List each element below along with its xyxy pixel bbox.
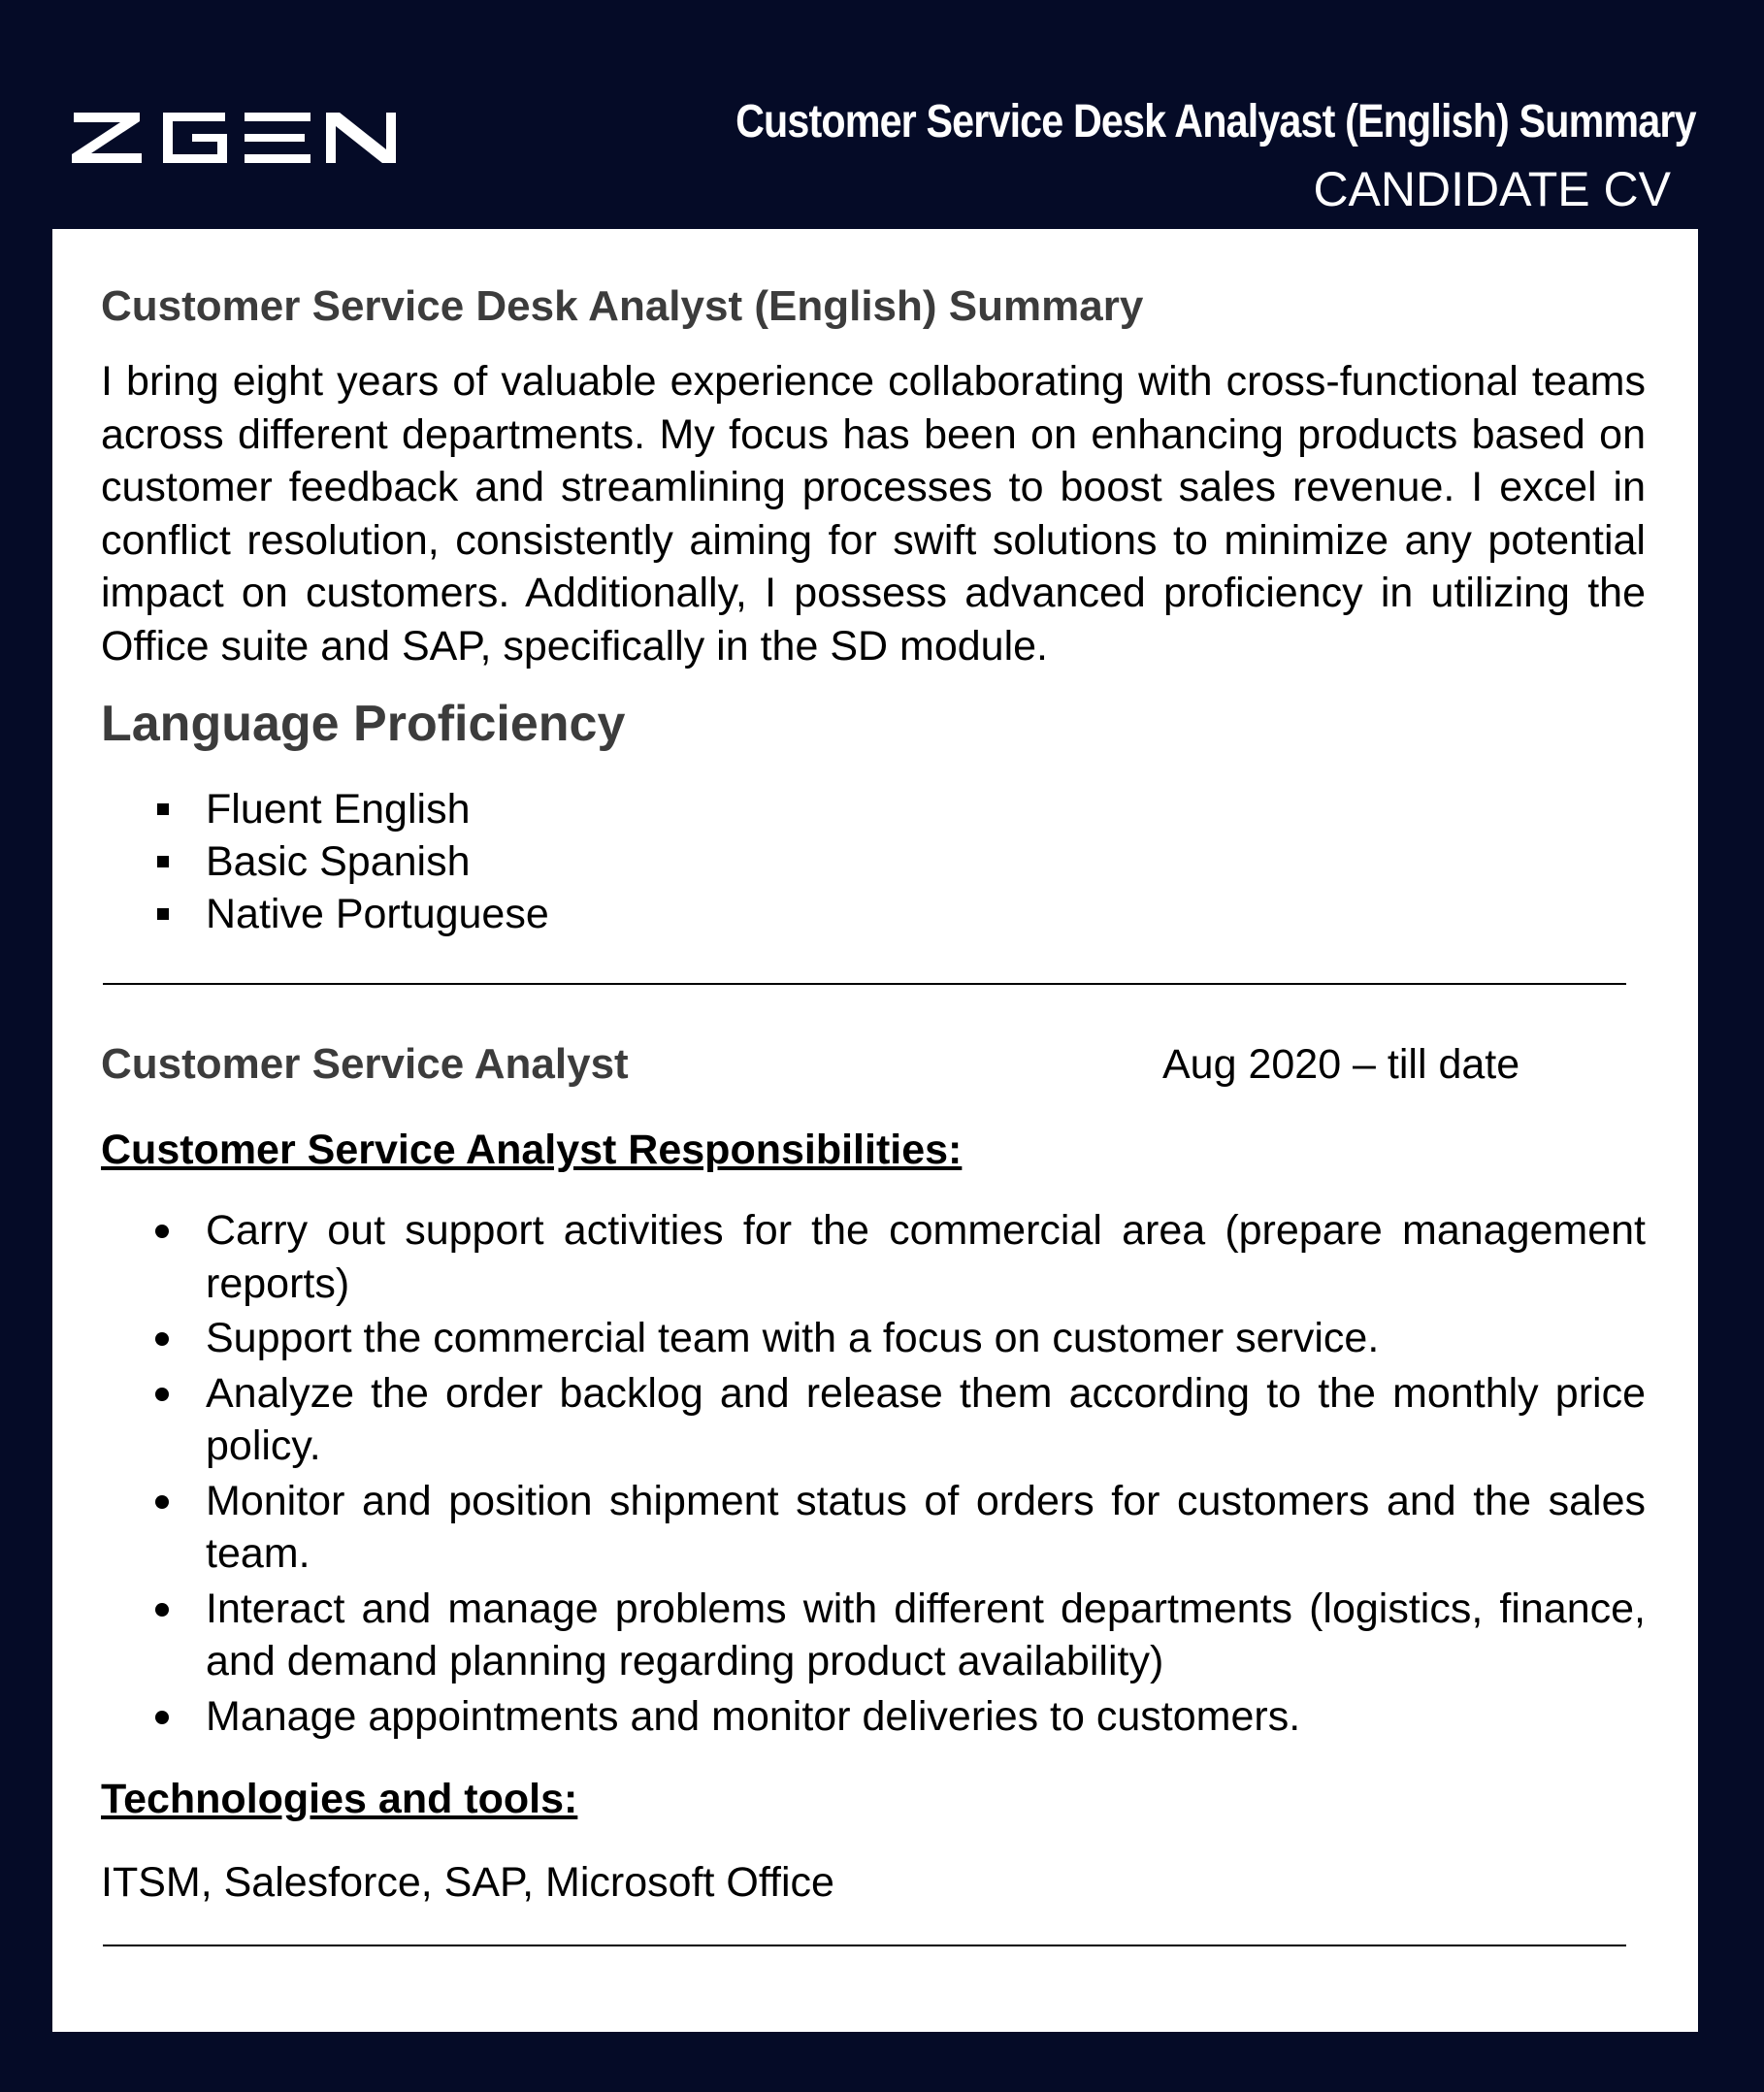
round-bullet-icon bbox=[155, 1603, 169, 1617]
round-bullet-icon bbox=[155, 1332, 169, 1346]
page-header bbox=[0, 0, 1764, 229]
responsibilities-heading: Customer Service Analyst Responsibilities: bbox=[101, 1127, 963, 1173]
square-bullet-icon bbox=[157, 803, 169, 815]
responsibility-item bbox=[101, 1583, 1646, 1688]
section-divider bbox=[103, 1945, 1626, 1946]
tools-heading: Technologies and tools: bbox=[101, 1776, 578, 1822]
responsibility-text: Interact and manage problems with different departments (logistics, finance, and demand planning regarding product availability) bbox=[206, 1585, 1646, 1684]
responsibility-text: Support the commercial team with a focus on customer service. bbox=[206, 1315, 1380, 1361]
square-bullet-icon bbox=[157, 908, 169, 920]
header-subtitle: CANDIDATE CV bbox=[1313, 162, 1671, 216]
language-item bbox=[101, 783, 1646, 835]
job-date: Aug 2020 – till date bbox=[1162, 1041, 1520, 1088]
square-bullet-icon bbox=[157, 856, 169, 867]
round-bullet-icon bbox=[155, 1495, 169, 1509]
cv-body bbox=[101, 279, 1646, 1946]
section-divider bbox=[103, 983, 1626, 985]
language-item bbox=[101, 835, 1646, 888]
summary-heading: Customer Service Desk Analyst (English) Summary bbox=[101, 282, 1144, 330]
zgen-logo bbox=[70, 103, 400, 171]
language-item-label: Native Portuguese bbox=[206, 891, 549, 937]
language-item-label: Fluent English bbox=[206, 786, 471, 833]
header-title: Customer Service Desk Analyast (English) Summary bbox=[735, 96, 1696, 147]
round-bullet-icon bbox=[155, 1711, 169, 1724]
responsibility-item bbox=[101, 1690, 1646, 1744]
responsibility-item bbox=[101, 1475, 1646, 1581]
round-bullet-icon bbox=[155, 1388, 169, 1401]
round-bullet-icon bbox=[155, 1225, 169, 1238]
tools-text: ITSM, Salesforce, SAP, Microsoft Office bbox=[101, 1859, 834, 1906]
language-item bbox=[101, 888, 1646, 940]
responsibility-text: Analyze the order backlog and release them according to the monthly price policy. bbox=[206, 1369, 1646, 1469]
responsibility-text: Manage appointments and monitor deliveries to customers. bbox=[206, 1692, 1301, 1740]
responsibility-text: Monitor and position shipment status of orders for customers and the sales team. bbox=[206, 1477, 1646, 1577]
summary-text: I bring eight years of valuable experience collaborating with cross-functional teams across different departments. My focus has been on enhancing products based on customer feedback and streamlining processes to boost sales revenue. I excel in conflict resolution, consistently aiming for swift solutions to minimize any potential impact on customers. Additionally, I possess advanced proficiency in utilizing the Office suite and SAP, specifically in the SD module. bbox=[101, 358, 1646, 670]
cv-content-panel bbox=[52, 229, 1698, 2032]
responsibility-item bbox=[101, 1367, 1646, 1473]
job-title: Customer Service Analyst bbox=[101, 1040, 629, 1088]
job-header bbox=[101, 1037, 1646, 1095]
language-proficiency-heading: Language Proficiency bbox=[101, 696, 626, 752]
responsibility-text: Carry out support activities for the commercial area (prepare management reports) bbox=[206, 1207, 1646, 1307]
responsibility-item bbox=[101, 1312, 1646, 1365]
responsibility-item bbox=[101, 1204, 1646, 1310]
language-list bbox=[101, 783, 1646, 940]
language-item-label: Basic Spanish bbox=[206, 838, 471, 885]
responsibilities-list bbox=[101, 1204, 1646, 1743]
